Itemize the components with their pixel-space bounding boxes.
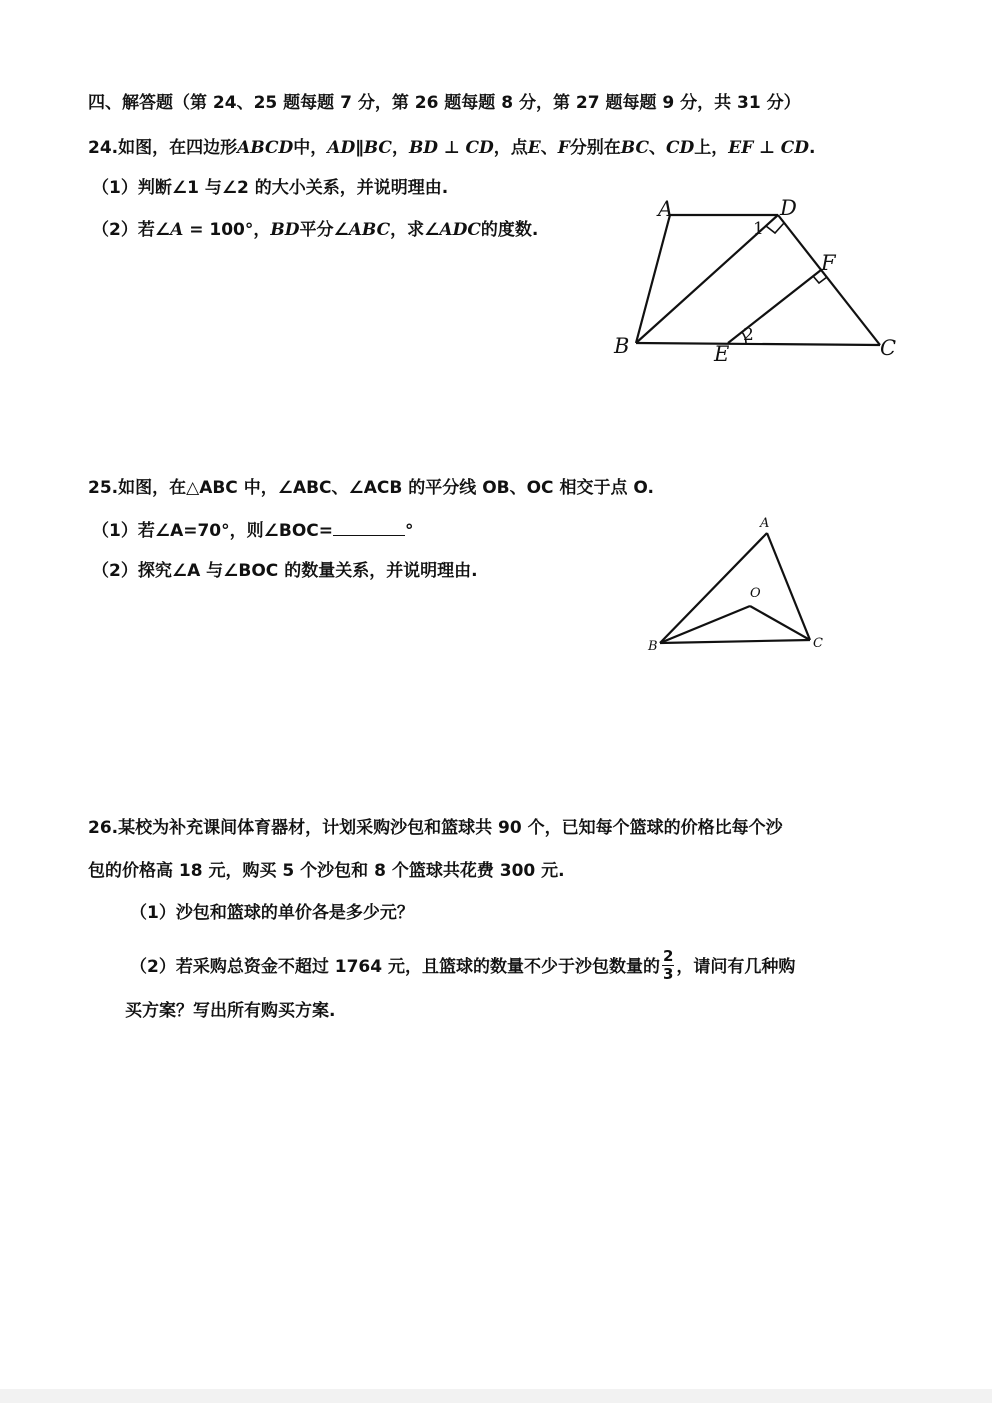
q25-edge-ac [767,533,810,640]
q24-figure [600,190,920,370]
q25-answer-blank[interactable] [333,521,405,536]
q26-line1: 26.某校为补充课间体育器材，计划采购沙包和篮球共 90 个，已知每个篮球的价格比每个沙 [88,818,783,838]
q24-edge-ab [636,215,670,343]
q26-part2: （2）若采购总资金不超过 1764 元，且篮球的数量不少于沙包数量的 $\frac{2}{3}$ ，请问有几种购 [130,946,796,983]
q25-segment-oc [750,606,810,640]
q25-segment-ob [660,606,750,643]
q25-part1: （1）若∠A=70°，则∠BOC= ° [92,521,414,541]
q25-edge-bc [660,640,810,643]
q24-label-angle2: 2 [743,325,754,345]
q24-label-d: D [780,196,797,220]
q24-label-a: A [658,197,674,221]
q24-label-b: B [614,334,630,358]
q24-label-f: F [821,251,836,275]
q25-figure [640,510,840,660]
q24-stem: 24.如图，在四边形ABCD中，AD∥BC，BD ⊥ CD，点E、F分别在BC、CD上，EF ⊥ CD. [88,138,816,158]
scan-bottom-edge [0,1389,992,1403]
q24-right-angle-f [813,276,827,283]
q24-part1: （1）判断∠1 与∠2 的大小关系，并说明理由. [92,178,449,198]
section-heading: 四、解答题（第 24、25 题每题 7 分，第 26 题每题 8 分，第 27 题每题 9 分，共 31 分） [88,93,801,113]
q26-part1: （1）沙包和篮球的单价各是多少元？ [130,903,414,923]
q26-fraction: $\frac{2}{3}$ [662,946,674,983]
q25-label-a: A [760,516,770,531]
q26-part2-cont: 买方案？写出所有购买方案. [125,1001,336,1021]
q24-part2: （2）若∠A = 100°，BD平分∠ABC，求∠ADC的度数. [92,220,539,240]
q25-label-b: B [648,639,658,654]
q24-edge-bc [636,343,880,345]
q25-label-c: C [813,636,823,651]
q24-label-e: E [714,342,730,366]
q26-line2: 包的价格高 18 元，购买 5 个沙包和 8 个篮球共花费 300 元. [88,861,565,881]
q25-label-o: O [750,586,761,601]
q25-stem: 25.如图，在△ABC 中，∠ABC、∠ACB 的平分线 OB、OC 相交于点 O. [88,478,654,498]
q24-label-c: C [880,336,897,360]
q24-edge-dc [778,215,880,345]
q24-label-angle1: 1 [753,219,764,239]
q25-part2: （2）探究∠A 与∠BOC 的数量关系，并说明理由. [92,561,478,581]
